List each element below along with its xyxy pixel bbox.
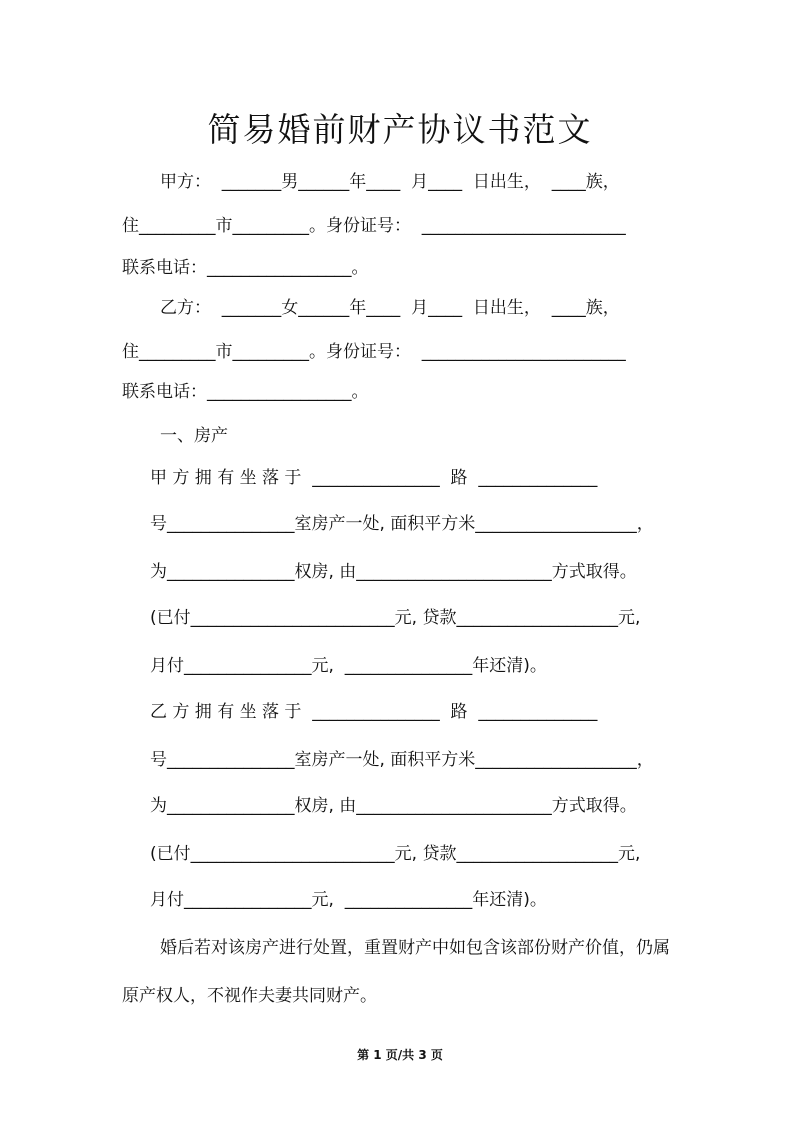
party-b-property-line-3: 为_______________权房, 由_______________________方式取得。 — [150, 796, 637, 816]
party-a-property-line-2: 号_______________室房产一处, 面积平方米___________________， — [150, 514, 654, 534]
party-b-property-line-2: 号_______________室房产一处, 面积平方米___________________， — [150, 750, 654, 770]
party-b-birth-line: 乙方： _______女______年____ 月____ 日出生， ____族， — [160, 298, 620, 318]
party-a-address-line: 住_________市_________。身份证号： ________________________ — [122, 216, 626, 236]
party-b-property-line-5: 月付_______________元, _______________年还清)。 — [150, 890, 547, 910]
party-a-property-line-3: 为_______________权房, 由_______________________方式取得。 — [150, 562, 637, 582]
disposal-clause-line-2: 原产权人，不视作夫妻共同财产。 — [122, 986, 377, 1006]
party-a-birth-line: 甲方： _______男______年____ 月____ 日出生， ____族， — [160, 172, 620, 192]
party-b-phone-line: 联系电话：_________________。 — [122, 382, 369, 402]
disposal-clause-line-1: 婚后若对该房产进行处置，重置财产中如包含该部份财产价值，仍属 — [160, 938, 670, 958]
party-b-address-line: 住_________市_________。身份证号： ________________________ — [122, 342, 626, 362]
party-a-property-line-4: (已付________________________元, 贷款___________________元, — [150, 608, 641, 628]
party-b-property-line-1: 乙 方 拥 有 坐 落 于 _______________ 路 ______________ — [150, 702, 598, 722]
section-heading-property: 一、房产 — [160, 426, 228, 446]
party-a-phone-line: 联系电话：_________________。 — [122, 258, 369, 278]
party-a-property-line-5: 月付_______________元, _______________年还清)。 — [150, 656, 547, 676]
page-number: 第 1 页/共 3 页 — [357, 1048, 443, 1062]
document-title: 简易婚前财产协议书范文 — [207, 110, 593, 149]
party-b-property-line-4: (已付________________________元, 贷款___________________元, — [150, 844, 641, 864]
party-a-property-line-1: 甲 方 拥 有 坐 落 于 _______________ 路 ______________ — [150, 468, 598, 488]
